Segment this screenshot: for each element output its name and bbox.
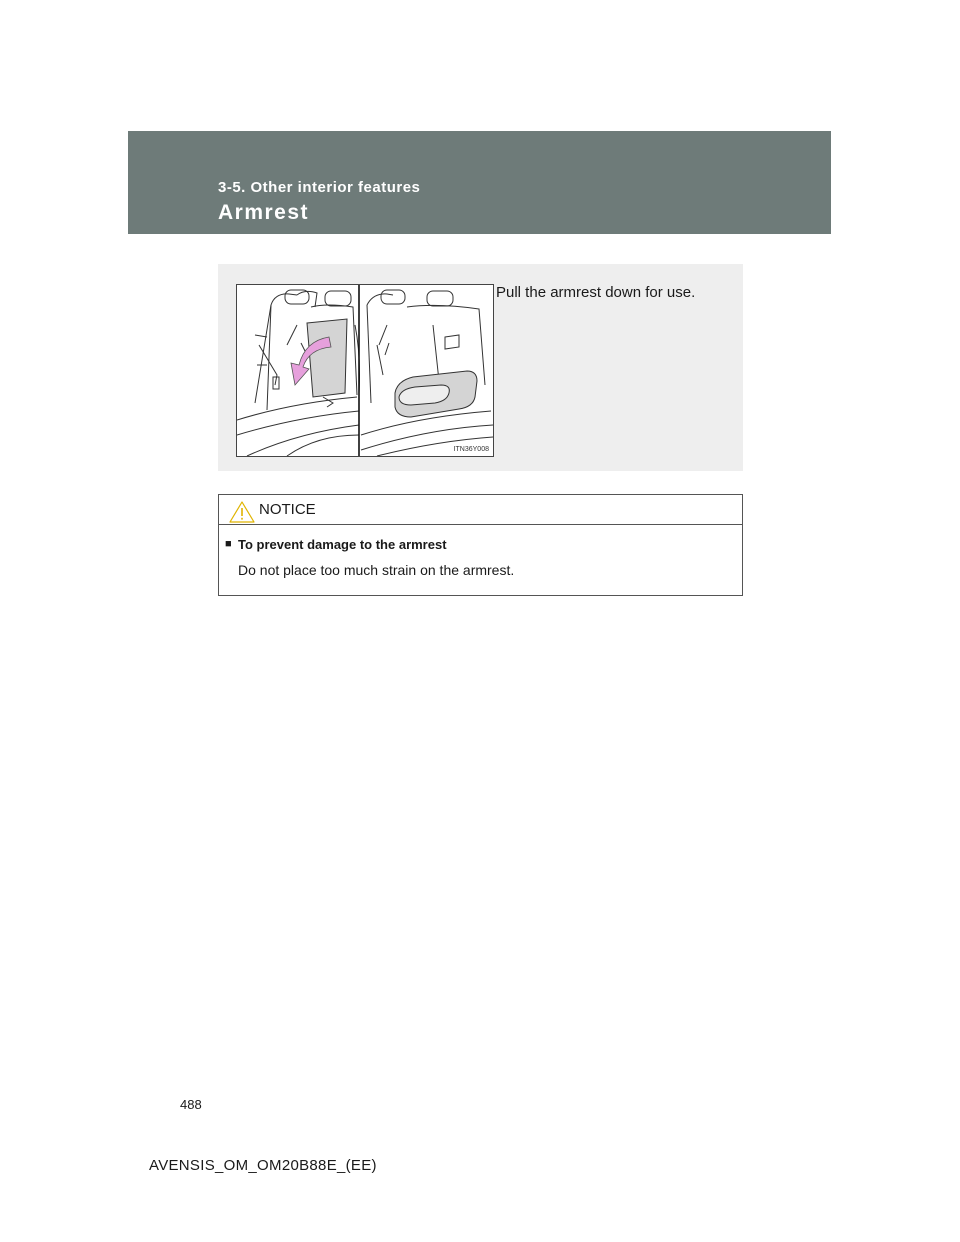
notice-header <box>219 495 742 525</box>
instruction-text: Pull the armrest down for use. <box>496 284 696 301</box>
content-panel <box>218 264 743 471</box>
notice-box <box>218 494 743 596</box>
armrest-up <box>307 319 347 397</box>
armrest-illustration <box>236 284 494 457</box>
seat-drawing <box>237 285 493 456</box>
notice-text: Do not place too much strain on the armrest. <box>238 562 515 578</box>
section-label: 3-5. Other interior features <box>218 179 421 196</box>
header-band <box>128 131 831 234</box>
bullet-square-icon: ■ <box>225 538 232 550</box>
figure-code: ITN36Y008 <box>453 446 489 453</box>
warning-triangle-icon <box>229 501 255 523</box>
manual-code: AVENSIS_OM_OM20B88E_(EE) <box>149 1157 377 1174</box>
page-title: Armrest <box>218 201 310 224</box>
notice-title: NOTICE <box>259 501 316 518</box>
notice-heading: To prevent damage to the armrest <box>238 537 447 552</box>
page-number: 488 <box>180 1097 202 1112</box>
